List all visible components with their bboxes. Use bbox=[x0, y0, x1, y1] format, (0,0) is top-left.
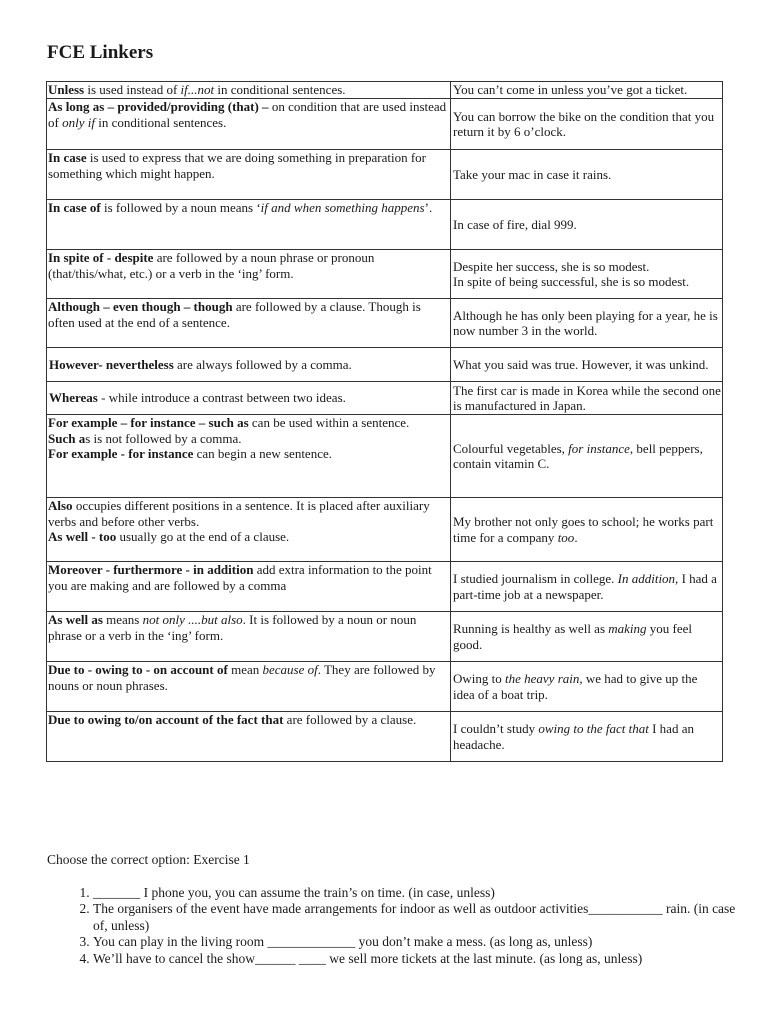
linker-term: However- nevertheless bbox=[49, 356, 174, 372]
text-run: is used instead of bbox=[84, 82, 181, 97]
linkers-table bbox=[46, 81, 723, 762]
rule-cell bbox=[47, 150, 451, 200]
example-cell bbox=[451, 299, 723, 348]
text-run: occupies different positions in a sentence. It is placed after auxiliary verbs and before other verbs. bbox=[48, 498, 430, 529]
exercise-section bbox=[47, 852, 747, 967]
table-row bbox=[47, 382, 723, 415]
example-cell bbox=[451, 712, 723, 762]
rule-cell bbox=[47, 562, 451, 612]
text-run: can begin a new sentence. bbox=[193, 446, 332, 461]
text-run: mean bbox=[227, 662, 263, 677]
linker-term: Unless bbox=[48, 82, 85, 97]
text-run: Colourful vegetables, bbox=[453, 440, 569, 456]
text-run: In spite of being successful, she is so modest. bbox=[453, 274, 690, 289]
table-row bbox=[47, 612, 723, 662]
rule-cell bbox=[47, 250, 451, 299]
text-run: are always followed by a comma. bbox=[173, 356, 352, 372]
text-run: add extra information to the point you are making and are followed by a comma bbox=[48, 562, 432, 593]
linker-term: Moreover - furthermore - in addition bbox=[48, 562, 254, 577]
exercise-item: 3. You can play in the living room _____________ you don’t make a mess. (as long as, unless) bbox=[93, 934, 747, 951]
text-run: I studied journalism in college. bbox=[453, 571, 618, 586]
rule-cell bbox=[47, 498, 451, 562]
table-row bbox=[47, 200, 723, 250]
text-run: My brother not only goes to school; he works part time for a company bbox=[453, 514, 714, 545]
text-run: are followed by a clause. bbox=[283, 712, 417, 727]
exercise-item: 4. We’ll have to cancel the show______ ____ we sell more tickets at the last minute. (as long as, unless) bbox=[93, 951, 747, 968]
example-cell bbox=[451, 250, 723, 299]
table-row bbox=[47, 712, 723, 762]
text-run: is followed by a noun means ‘ bbox=[100, 200, 261, 215]
emphasis-text: if...not bbox=[180, 82, 215, 97]
text-run: I had a part-time job at a newspaper. bbox=[453, 571, 717, 602]
text-run: I couldn’t study bbox=[453, 721, 539, 736]
rule-cell bbox=[47, 415, 451, 498]
linker-term: Such a bbox=[48, 430, 86, 446]
example-cell bbox=[451, 415, 723, 498]
page-title: FCE Linkers bbox=[47, 42, 154, 63]
text-run: are followed by a noun phrase or pronoun (that/this/what, etc.) or a verb in the ‘ing’ form. bbox=[48, 250, 375, 281]
table-row bbox=[47, 415, 723, 498]
text-run: You can borrow the bike on the condition that you return it by 6 o’clock. bbox=[453, 108, 715, 139]
emphasis-text: owing to the fact that bbox=[538, 721, 649, 736]
linker-term: Due to owing to/on account of the fact that bbox=[48, 712, 284, 727]
rule-cell bbox=[47, 348, 451, 382]
rule-cell bbox=[47, 82, 451, 99]
text-run: The first car is made in Korea while the second one is manufactured in Japan. bbox=[453, 382, 721, 413]
text-run: Despite her success, she is so modest. bbox=[453, 258, 650, 274]
text-run: Take your mac in case it rains. bbox=[453, 166, 612, 182]
example-cell bbox=[451, 662, 723, 712]
linker-term: In case of bbox=[48, 200, 101, 215]
text-run: is used to express that we are doing something in preparation for something which might happen. bbox=[48, 150, 426, 181]
rule-cell bbox=[47, 200, 451, 250]
emphasis-text: for instance, bbox=[568, 440, 634, 456]
linker-term: As well - too bbox=[48, 529, 117, 544]
table-row bbox=[47, 82, 723, 99]
text-run: . bbox=[574, 529, 578, 545]
text-run: bell peppers, contain vitamin C. bbox=[453, 440, 703, 471]
table-row bbox=[47, 299, 723, 348]
exercise-item: 1. _______ I phone you, you can assume the train’s on time. (in case, unless) bbox=[93, 885, 747, 902]
emphasis-text: In addition, bbox=[617, 571, 679, 586]
exercise-list bbox=[47, 885, 747, 968]
text-run: s is not followed by a comma. bbox=[85, 430, 242, 446]
text-run: Although he has only been playing for a year, he is now number 3 in the world. bbox=[453, 307, 718, 338]
text-run: - while introduce a contrast between two ideas. bbox=[97, 390, 346, 406]
rule-cell bbox=[47, 382, 451, 415]
exercise-heading: Choose the correct option: Exercise 1 bbox=[47, 852, 250, 867]
table-row bbox=[47, 250, 723, 299]
table-row bbox=[47, 498, 723, 562]
text-run: are followed by a clause. Though is often used at the end of a sentence. bbox=[48, 299, 421, 330]
text-run: in conditional sentences. bbox=[94, 114, 227, 130]
example-cell bbox=[451, 562, 723, 612]
text-run: What you said was true. However, it was unkind. bbox=[453, 356, 709, 372]
table-row bbox=[47, 562, 723, 612]
text-run: I had an headache. bbox=[453, 721, 694, 752]
emphasis-text: too bbox=[557, 529, 575, 545]
table-row bbox=[47, 99, 723, 150]
text-run: . It is followed by a noun or noun phrase or a verb in the ‘ing’ form. bbox=[48, 612, 417, 643]
example-cell bbox=[451, 200, 723, 250]
text-run: , we had to give up the idea of a boat trip. bbox=[453, 671, 698, 702]
linker-term: Also bbox=[48, 498, 73, 513]
text-run: . They are followed by nouns or noun phrases. bbox=[48, 662, 436, 693]
example-cell bbox=[451, 150, 723, 200]
linker-term: As long as – provided/providing (that) – bbox=[48, 99, 269, 114]
text-run: In case of fire, dial 999. bbox=[453, 216, 577, 232]
linker-term: In case bbox=[48, 150, 87, 165]
linker-term: As well as bbox=[48, 612, 103, 627]
linker-term: Whereas bbox=[49, 390, 98, 406]
example-cell bbox=[451, 348, 723, 382]
text-run: Running is healthy as well as bbox=[453, 621, 609, 636]
table-row bbox=[47, 662, 723, 712]
emphasis-text: if and when something happens bbox=[260, 200, 425, 215]
rule-cell bbox=[47, 662, 451, 712]
text-run: can be used within a sentence. bbox=[248, 415, 410, 430]
text-run: You can’t come in unless you’ve got a ticket. bbox=[453, 82, 688, 98]
emphasis-text: because of bbox=[262, 662, 318, 677]
rule-cell bbox=[47, 712, 451, 762]
rule-cell bbox=[47, 99, 451, 150]
table-row bbox=[47, 150, 723, 200]
text-run: ’. bbox=[424, 200, 433, 215]
table-row bbox=[47, 348, 723, 382]
example-cell bbox=[451, 498, 723, 562]
example-cell bbox=[451, 612, 723, 662]
linker-term: For example – for instance – such as bbox=[48, 415, 249, 430]
text-run: you feel good. bbox=[453, 621, 693, 652]
exercise-item: 2. The organisers of the event have made arrangements for indoor as well as outdoor activities___________ rain. (in case of, unless) bbox=[93, 901, 747, 934]
text-run: means bbox=[102, 612, 143, 627]
text-run: usually go at the end of a clause. bbox=[116, 529, 290, 544]
example-cell bbox=[451, 382, 723, 415]
example-cell bbox=[451, 99, 723, 150]
linker-term: For example - for instance bbox=[48, 446, 194, 461]
linker-term: Although – even though – though bbox=[48, 299, 233, 314]
text-run: Owing to bbox=[453, 671, 505, 686]
rule-cell bbox=[47, 612, 451, 662]
linker-term: Due to - owing to - on account of bbox=[48, 662, 228, 677]
emphasis-text: not only ....but also bbox=[142, 612, 243, 627]
emphasis-text: making bbox=[608, 621, 647, 636]
text-run: on condition that are used instead of bbox=[48, 99, 447, 130]
rule-cell bbox=[47, 299, 451, 348]
emphasis-text: the heavy rain bbox=[505, 671, 580, 686]
linker-term: In spite of - despite bbox=[48, 250, 154, 265]
example-cell bbox=[451, 82, 723, 99]
emphasis-text: only if bbox=[62, 114, 95, 130]
text-run: in conditional sentences. bbox=[214, 82, 346, 97]
